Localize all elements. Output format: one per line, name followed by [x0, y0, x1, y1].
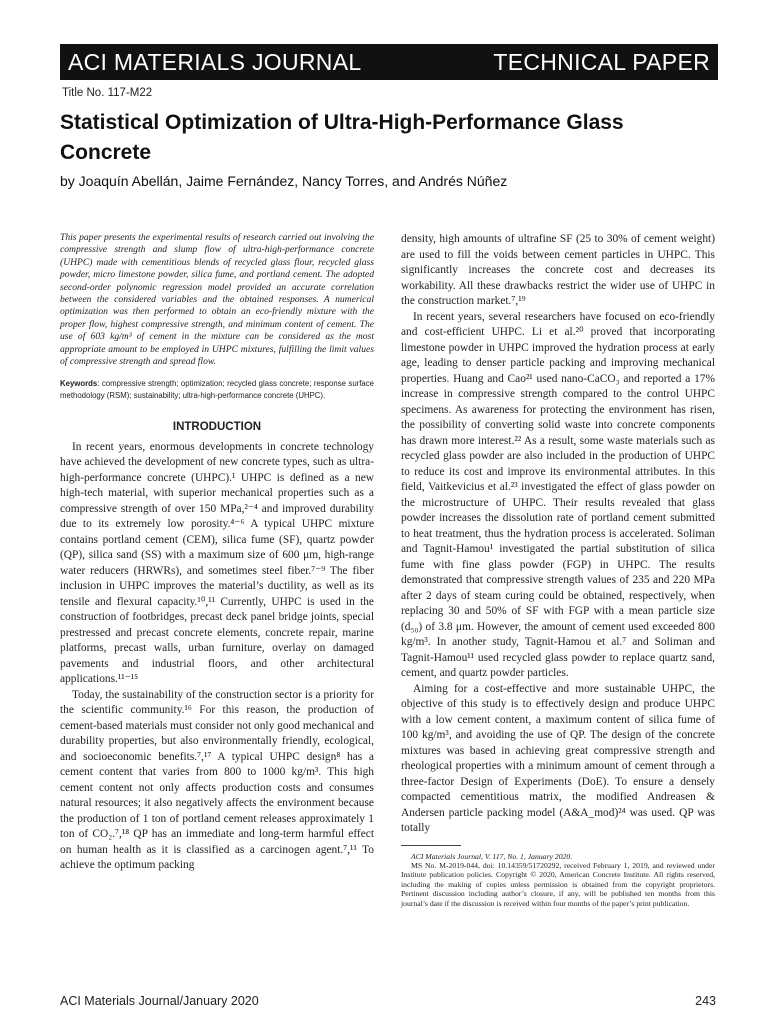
footnote-journal-info: ACI Materials Journal, V. 117, No. 1, January 2020.: [411, 851, 573, 861]
abstract: This paper presents the experimental results of research carried out involving the compressive strength and slump flow of ultra-high-performance concrete (UHPC) made with cementitious blends of recycled glass flour, recycled glass powder, micro limestone powder, silica fume, and portland cement. The adopted second-order polynomic regression model provided an accurate correlation between the considered variables and the obtained responses. A numerical optimization was then performed to obtain an eco-friendly mixture with the proper flow, highest compressive strength, and minimum content of cement. The use of 603 kg/m³ of cement in the mixture can be considered as the most appropriate amount to be employed in UHPC mixtures, fulfilling the limit values of compressive strength and spread flow.: [60, 232, 374, 368]
journal-header-bar: [60, 44, 718, 80]
left-column: [60, 232, 374, 874]
footnote-divider: [401, 845, 461, 846]
page-number: 243: [695, 994, 716, 1008]
footnote-copyright: MS No. M-2019-044, doi: 10.14359/51720292, received February 1, 2019, and reviewed under Institute publication policies. Copyright © 2020, American Concrete Institute. All rights reserved, including the making of copies unless permission is obtained from the copyright proprietors. Pertinent discussion including author’s closure, if any, will be published ten months from this journal’s date if the discussion is received within four months of the paper’s print publication.: [401, 860, 715, 908]
paper-type: TECHNICAL PAPER: [493, 48, 710, 75]
intro-paragraph-4: In recent years, several researchers have focused on eco-friendly and cost-efficient UHPC. Li et al.²⁰ proved that incorporating limestone powder in UHPC improved the hydration process at early age, leading to denser particle packing and improving mechanical properties. Huang and Cao²¹ used nano-CaCO₃ and reported a 17% increase in compressive strength compared to the control UHPC specimens. As awareness for protecting the environment has risen, the possibility of converting solid waste into concrete components has drawn more interest.²² As a result, some waste materials such as recycled glass powder are also included in the production of UHPC to reduce its cost and improve its environmental attributes. In this field, Vaitkevicius et al.²³ investigated the effect of glass powder on the microstructure of UHPC. Their results revealed that glass powder increases the dissolution rate of portland cement submitted to heat treatment, thus the hydration process is accelerated. Soliman and Tagnit-Hamou¹ investigated the partial substitution of silica fume with fine glass powder (FGP) in UHPC. The results demonstrated that compressive strength values of 235 and 220 MPa after 2 days of steam curing could be obtained, respectively, when replacing 30 and 50% of SF with FGP with a mean particle size (d₅₀) of 3.8 μm. However, the amount of cement used exceeded 800 kg/m³. In another study, Tagnit-Hamou et al.⁷ and Soliman and Tagnit-Hamou¹¹ used recycled glass powder to replace quartz sand, cement, and quartz powder particles.: [401, 310, 715, 679]
keywords: [60, 378, 374, 400]
title-number: Title No. 117-M22: [62, 87, 153, 99]
keywords-label: Keywords: [60, 379, 98, 389]
intro-paragraph-3: density, high amounts of ultrafine SF (25 to 30% of cement weight) are used to fill the voids between cement particles in UHPC. This significantly increases the concrete cost and decreases its workability. All these drawbacks restrict the wider use of UHPC in the construction market.⁷,¹⁹: [401, 233, 715, 307]
intro-paragraph-2: Today, the sustainability of the construction sector is a priority for the scientific community.¹⁶ For this reason, the production of cement-based materials must consider not only good mechanical and durability properties, but also environmentally friendly, ecological, and socioeconomic benefits.⁷,¹⁷ A typical UHPC design⁸ has a cement content that varies from 800 to 1000 kg/m³. This high cement content not only affects production costs and consumes natural resources; it also negatively affects the environment because the production of 1 ton of portland cement releases approximately 1 ton of CO₂.⁷,¹⁸ QP has an immediate and long-term harmful effect on human health as it is classified as a carcinogen agent.⁷,¹¹ To achieve the optimum packing: [60, 688, 374, 872]
author-line: by Joaquín Abellán, Jaime Fernández, Nancy Torres, and Andrés Núñez: [60, 173, 508, 189]
introduction-heading: INTRODUCTION: [172, 420, 262, 433]
paper-title: Statistical Optimization of Ultra-High-Performance Glass Concrete: [60, 111, 624, 164]
keywords-text: : compressive strength; optimization; recycled glass concrete; response surface methodology (RSM); sustainability; ultra-high-performance concrete (UHPC).: [60, 379, 374, 400]
right-column: [401, 232, 715, 908]
intro-paragraph-1: In recent years, enormous developments in concrete technology have achieved the development of new concrete types, such as ultra-high-performance concrete (UHPC).¹ UHPC is defined as a new high-tech material, with superior mechanical properties such as a compressive strength of over 150 MPa,²⁻⁴ and improved durability due to its extremely low porosity.⁴⁻⁶ A typical UHPC mixture contains portland cement (CEM), silica fume (SF), quartz powder (QP), silica sand (SS) with a maximum size of 600 μm, high-range water reducers (HRWRs), and sometimes steel fiber.⁷⁻⁹ The fiber inclusion in UHPC improves the material’s ductility, as well as its tensile and flexural capacity.¹⁰,¹¹ Currently, UHPC is used in the construction of footbridges, precast deck panel bridge joints, special prestressed and precast concrete elements, concrete repair, marine platforms, precast walls, urban furniture, overlay on damaged pavements and industrial floors, and other architectural applications.¹¹⁻¹⁵: [60, 440, 374, 686]
journal-name: ACI MATERIALS JOURNAL: [68, 48, 362, 75]
intro-paragraph-5: Aiming for a cost-effective and more sustainable UHPC, the objective of this study is to effectively design and produce UHPC with a low cement content, a maximum content of silica fume of 100 kg/m³, and avoiding the use of QP. The design of the concrete mixtures was based in achieving great compressive strength and rheological properties with a minimum amount of cement through a three-factor Design of Experiments (DoE). To ensure a densely compacted cementitious matrix, the modified Andreasen & Andersen particle packing model (A&A_mod)²⁴ was used. QP was totally: [401, 682, 715, 834]
footer-journal-issue: ACI Materials Journal/January 2020: [60, 994, 259, 1008]
